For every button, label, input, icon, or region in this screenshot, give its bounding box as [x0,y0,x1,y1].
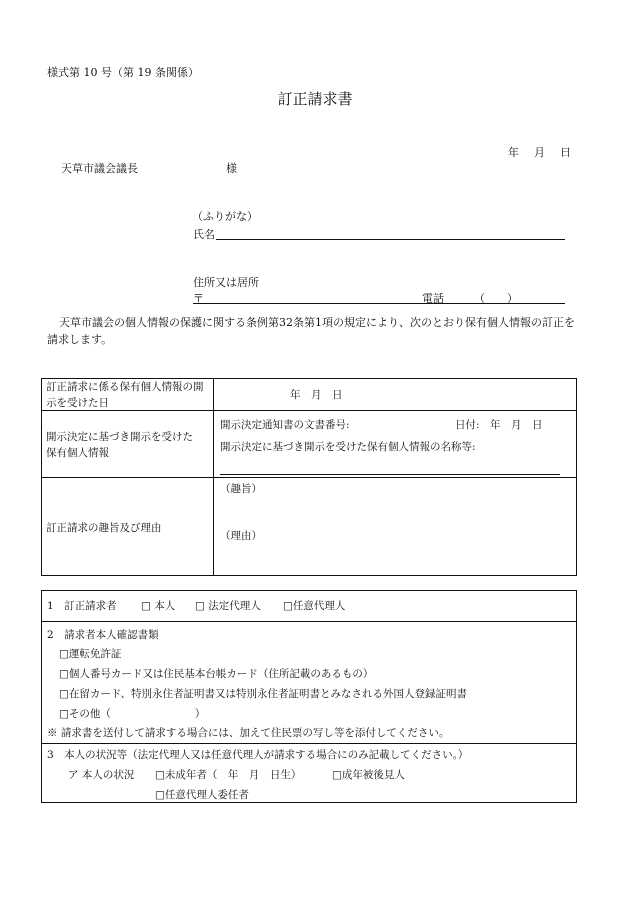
id-doc-residence-card-checkbox[interactable]: □在留カード、特別永住者証明書又は特別永住者証明書とみなされる外国人登録証明書 [59,688,467,700]
purpose-label: （趣旨） [220,483,262,495]
postal-mark: 〒 [193,292,204,305]
disclosed-info-label: 開示決定に基づき開示を受けた保有個人情報 [46,431,193,459]
addressee-honorific: 様 [226,162,237,175]
name-label: 氏名 [193,228,215,241]
furigana-label: （ふりがな） [192,210,258,223]
date-day-label: 日 [560,146,571,159]
id-doc-drivers-license-checkbox[interactable]: □運転免許証 [59,648,122,660]
intro-paragraph: 天草市議会の個人情報の保護に関する条例第32条第1項の規定により、次のとおり保有個人情報の訂正を請求します。 [47,316,575,346]
reason-label: （理由） [220,530,262,542]
mail-request-note: ※ 請求書を送付して請求する場合には、加えて住民票の写し等を添付してください。 [47,727,450,739]
section3-label: 3 本人の状況等（法定代理人又は任意代理人が請求する場合にのみ記載してください。） [47,749,469,761]
option-delegator-checkbox[interactable]: □任意代理人委任者 [155,789,249,801]
purpose-reason-label: 訂正請求の趣旨及び理由 [46,522,162,534]
date-year-label: 年 [508,146,519,159]
option-self-checkbox[interactable]: □ 本人 [141,600,176,612]
disclosure-date-label: 訂正請求に係る保有個人情報の開示を受けた日 [46,381,204,409]
option-adult-ward-checkbox[interactable]: □成年被後見人 [332,769,405,781]
phone-label: 電話 [422,292,444,305]
section2-label: 2 請求者本人確認書類 [47,629,159,641]
addressee-name: 天草市議会議長 [61,162,138,175]
table2-row-divider-2 [41,743,577,744]
date-month-label: 月 [534,146,545,159]
option-legal-representative-checkbox[interactable]: □ 法定代理人 [195,600,261,612]
table1-row-divider-2 [41,477,577,478]
principal-status-label: ア 本人の状況 [68,769,135,781]
disclosed-info-name-label: 開示決定に基づき開示を受けた保有個人情報の名称等: [220,441,476,453]
page-title: 訂正請求書 [277,90,353,108]
disclosure-date-value[interactable]: 年 月 日 [290,389,343,401]
id-doc-my-number-card-checkbox[interactable]: □個人番号カード又は住民基本台帳カード（住所記載のあるもの） [59,668,374,680]
disclosed-info-name-field[interactable] [220,474,560,475]
name-field[interactable] [216,239,565,240]
table2-row-divider-1 [41,621,577,622]
section1-label: 1 訂正請求者 [47,600,117,612]
form-number: 様式第 10 号（第 19 条関係） [47,66,199,79]
option-minor-checkbox[interactable]: □未成年者（ 年 月 日生） [155,769,302,781]
address-field[interactable] [193,303,565,304]
option-voluntary-agent-checkbox[interactable]: □任意代理人 [283,600,346,612]
phone-parens: （ ） [474,292,518,305]
notice-doc-number-label: 開示決定通知書の文書番号: [220,419,350,431]
id-doc-other-checkbox[interactable]: □その他（ ） [59,708,206,720]
notice-date-label: 日付: 年 月 日 [455,419,543,431]
address-label: 住所又は居所 [193,276,259,289]
